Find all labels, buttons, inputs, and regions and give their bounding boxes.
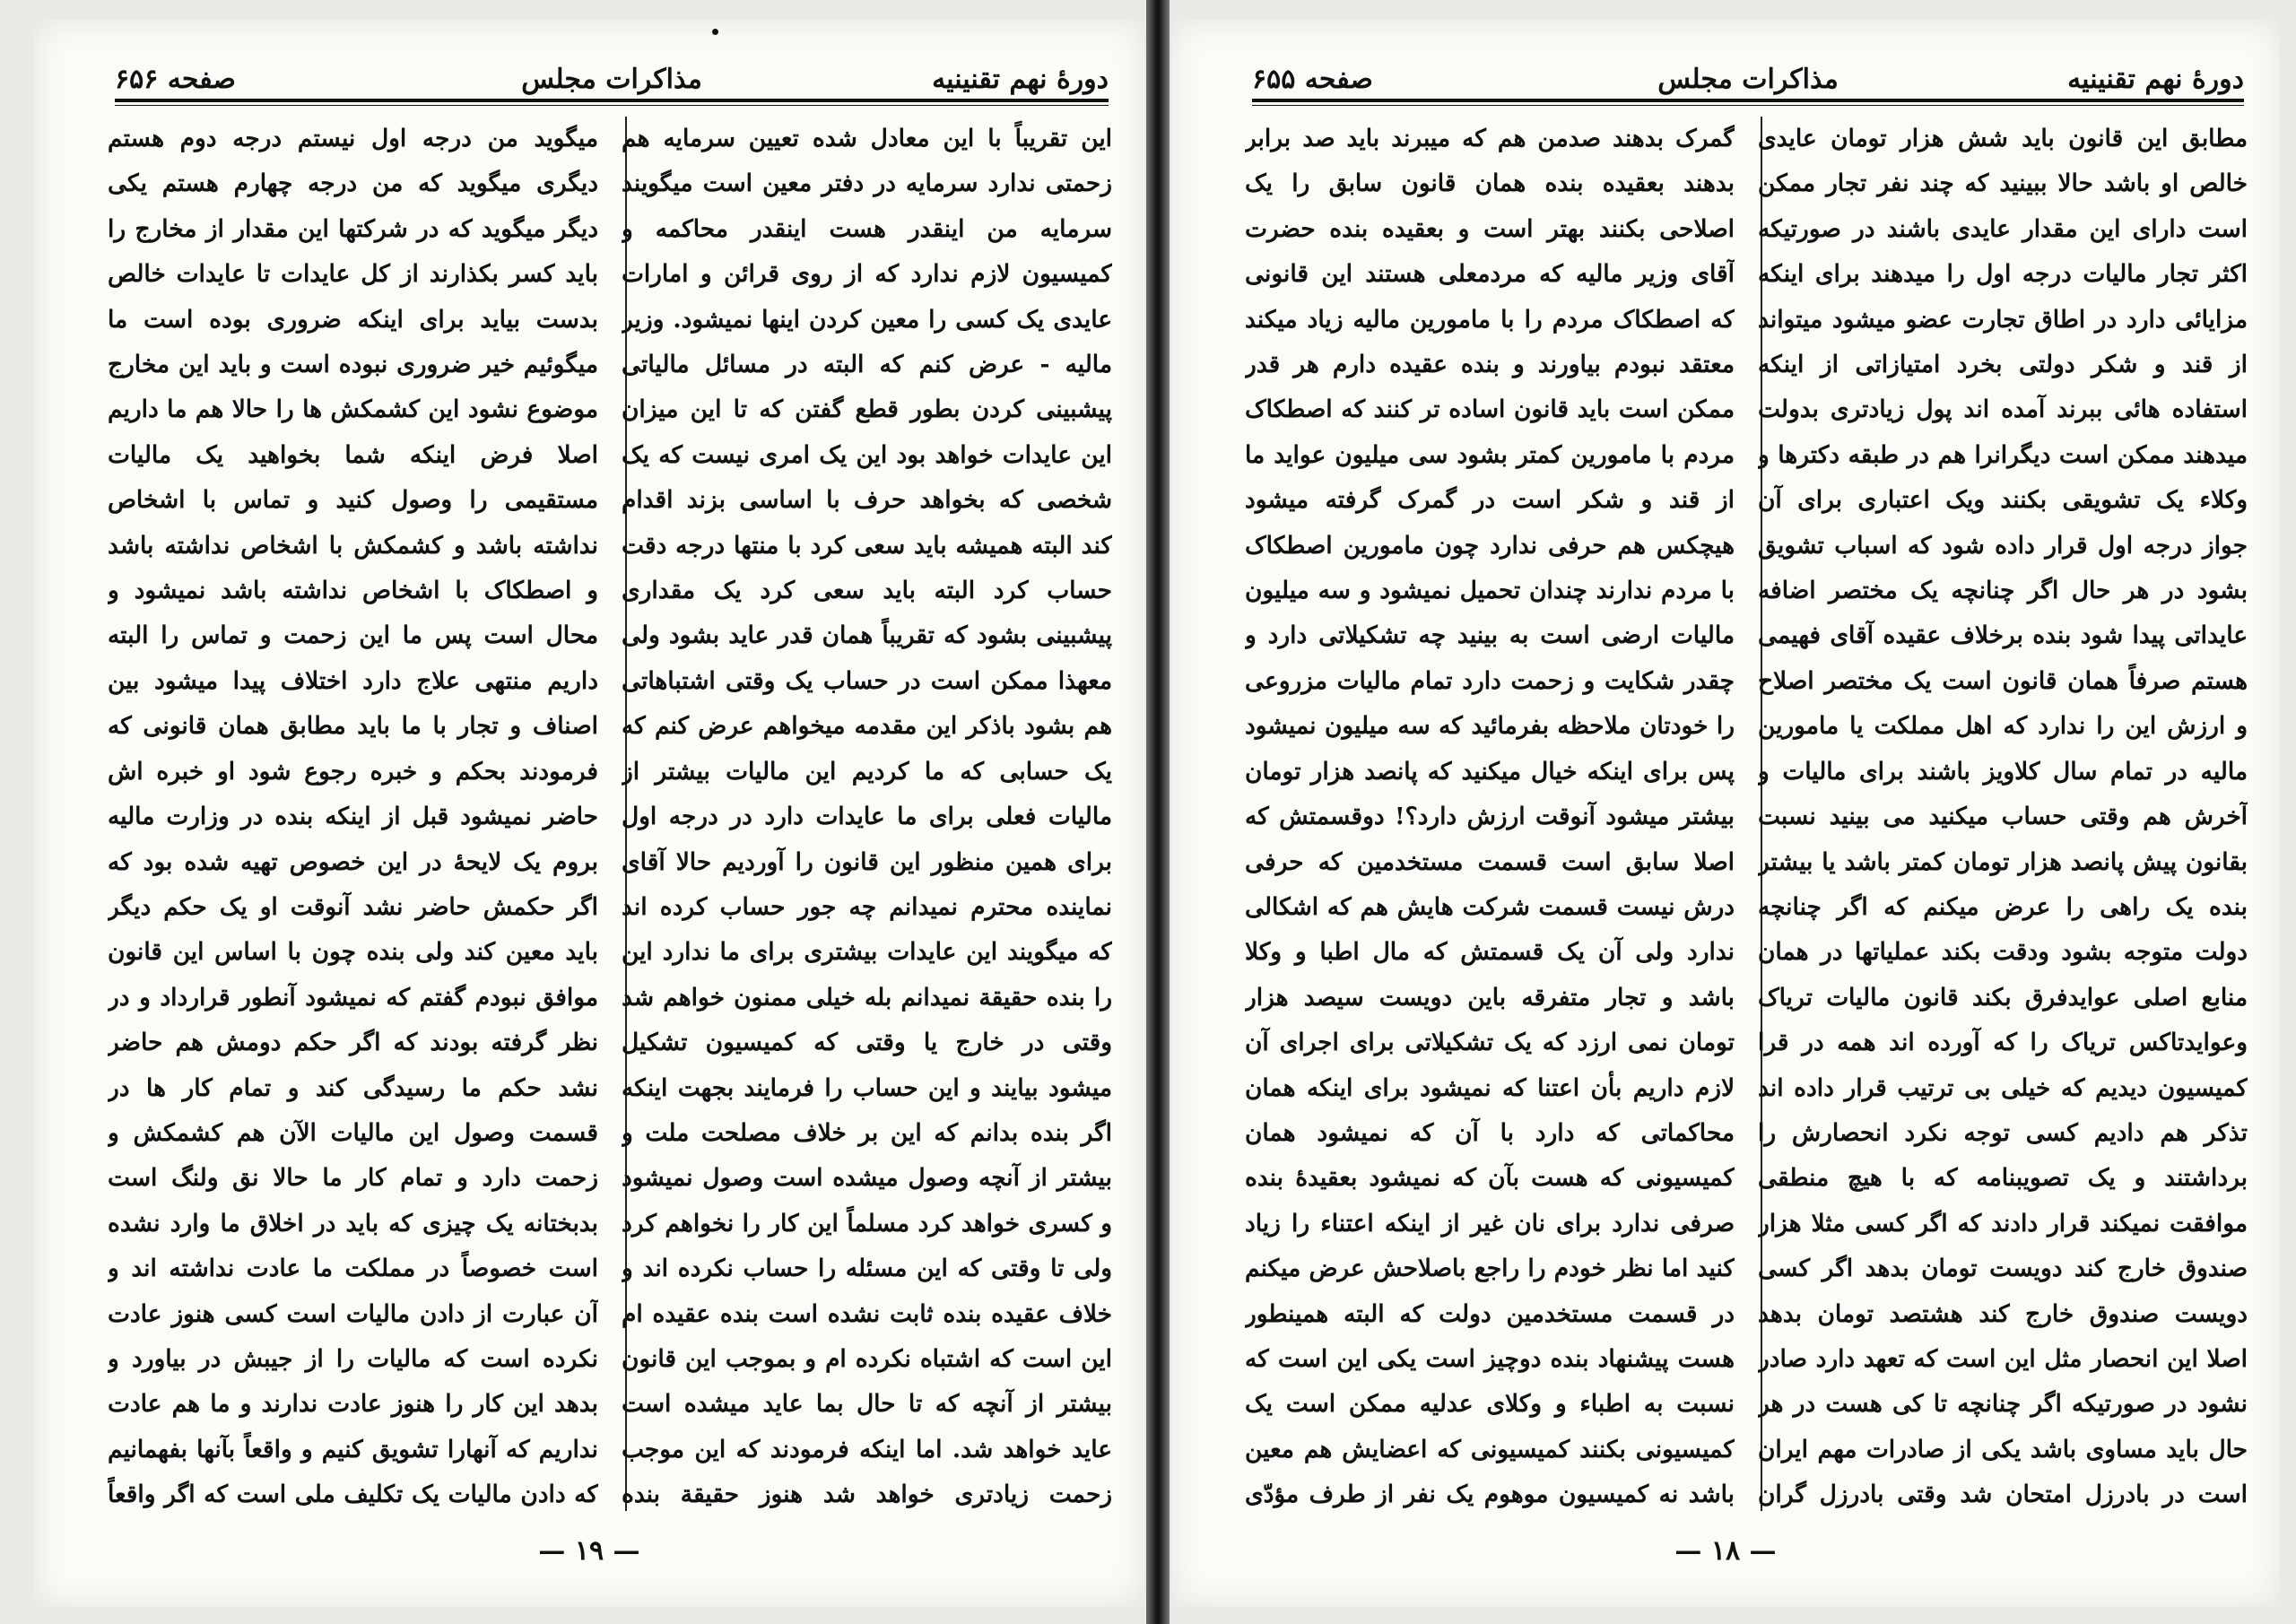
session-label: دورهٔ نهم تقنینیه [932, 64, 1109, 95]
right-page-header [1252, 54, 2244, 106]
right-page [1171, 20, 2280, 1607]
section-title: مذاکرات مجلس [1657, 64, 1839, 95]
text-column [1758, 117, 2248, 1511]
left-page-header [115, 54, 1109, 106]
column-text: میگوید من درجه اول نیستم درجه دوم هستم دیگری میگوید که من درجه چهارم هستم یکی دیگر میگوید که در شرکتها این مقدار از مخارج را باید کسر بکذارند از کل عایدات تا عایدات خالص بدست بیاید برای اینکه ضروری بوده است ما میگوئیم خیر ضروری نبوده است و باید این مخارج موضوع نشود این کشمکش ها را حالا هم ما داریم اصلا فرض اینکه شما بخواهید یک مالیات مستقیمی را وصول کنید و تماس با اشخاص نداشته باشد و کشمکش با اشخاص نداشته باشد و اصطکاک با اشخاص نداشته باشد نمیشود و محال است پس ما این زحمت و تماس را البته داریم منتهی علاج دارد اختلاف پیدا میشود بین اصناف و تجار با ما باید مطابق همان قانونی که فرمودند بحکم و خبره رجوع شود او خبره اش حاضر نمیشود قبل از اینکه بنده در وزارت مالیه بروم یک لایحهٔ در این خصوص تهیه شده بود که اگر حکمش حاضر نشد آنوقت او یک حکم دیگر باید معین کند ولی بنده چون با اساس این قانون موافق نبودم گفتم که نمیشود آنطور قرارداد و در نظر گرفته بودند که اگر حکم دومش هم حاضر نشد حکم ما رسیدگی کند و تمام کار ها در قسمت وصول این مالیات الآن هم کشمکش و زحمت دارد و تمام کار ما حالا نق ولنگ است بدبختانه یک چیزی که باید در اخلاق ما وارد نشده است خصوصاً در مملکت ما عادت نداشته اند و آن عبارت از دادن مالیات است کسی هنوز عادت نکرده است که مالیات را از جیبش در بیاورد و بدهد این کار را هنوز عادت ندارند و ما هم عادت نداریم که آنهارا تشویق کنیم و واقعاً بآنها بفهمانیم که دادن مالیات یک تکلیف ملی است که اگر واقعاً [108, 125, 598, 1509]
page-label: صفحه ۶۵۵ [1252, 64, 1373, 95]
header-rule [1252, 99, 2244, 106]
left-page [34, 20, 1144, 1607]
print-speck [712, 29, 718, 35]
page-footer [34, 1535, 1144, 1567]
text-column [108, 117, 598, 1511]
left-page-columns [108, 117, 1112, 1511]
right-page-columns [1245, 117, 2248, 1511]
text-column [1245, 117, 1735, 1511]
session-label: دورهٔ نهم تقنینیه [2067, 64, 2244, 95]
column-text: این تقریباً با این معادل شده تعیین سرمایه هم زحمتی ندارد سرمایه در دفتر معین است میگویند سرمایه من اینقدر هست اینقدر محاکمه و کمیسیون لازم ندارد که از روی قرائن و امارات عایدی یک کسی را معین کردن اینها نمیشود. وزیر مالیه - عرض کنم که البته در مسائل مالیاتی پیشبینی کردن بطور قطع گفتن که تا این میزان این عایدات خواهد بود این یک امری نیست که یک شخصی که بخواهد حرف با اساسی بزند اقدام کند البته همیشه باید سعی کرد با منتها درجه دقت حساب کرد البته باید سعی کرد یک مقداری پیشبینی بشود که تقریباً همان قدر عاید بشود ولی معهذا ممکن است در حساب یک وقتی اشتباهاتی هم بشود باذکر این مقدمه میخواهم عرض کنم که یک حسابی که ما کردیم این مالیات بیشتر از مالیات فعلی برای ما عایدات دارد در درجه اول برای همین منظور این قانون را آوردیم حالا آقای نماینده محترم نمیدانم چه جور حساب کرده اند که میگویند این عایدات بیشتری برای ما ندارد این را بنده حقیقة نمیدانم بله خیلی ممنون خواهم شد وقتی در خارج یا وقتی که کمیسیون تشکیل میشود بیایند و این حساب را فرمایند بجهت اینکه اگر بنده بدانم که این بر خلاف مصلحت ملت و بیشتر از آنچه وصول میشده است وصول نمیشود و کسری خواهد کرد مسلماً این کار را نخواهم کرد ولی تا وقتی که این مسئله را حساب نکرده اند و خلاف عقیده بنده ثابت نشده است بنده عقیده ام این است که اشتباه نکرده ام و بموجب این قانون بیشتر از آنچه که تا حال بما عاید میشده است عاید خواهد شد. اما اینکه فرمودند که این موجب زحمت زیادتری خواهد شد هنوز حقیقة بنده [622, 125, 1112, 1509]
page-label: صفحه ۶۵۶ [115, 64, 236, 95]
column-text: گمرک بدهند صدمن هم که میبرند باید صد برابر بدهند بعقیده بنده همان قانون سابق را یک اصلاحی بکنند بهتر است و بعقیده بنده حضرت آقای وزیر مالیه که مردمعلی هستند این قانونی که اصطکاک مردم را با مامورین مالیه زیاد میکند معتقد نبودم بیاورند و بنده عقیده دارم هر قدر ممکن است باید قانون اساده تر کنند که اصطکاک مردم با مامورین کمتر بشود سی میلیون عواید ما از قند و شکر است در گمرک گرفته میشود هیچکس هم حرفی ندارد چون مامورین اصطکاک با مردم ندارند چندان تحمیل نمیشود و سه میلیون مالیات ارضی است به بینید چه تشکیلاتی دارد و چقدر شکایت و زحمت دارد تمام مالیات مزروعی را خودتان ملاحظه بفرمائید که سه میلیون نمیشود پس برای اینکه خیال میکنید که پانصد هزار تومان بیشتر میشود آنوقت ارزش دارد؟! دوقسمتش که اصلا سابق است قسمت مستخدمین که حرفی درش نیست قسمت شرکت هایش هم که اشکالی ندارد ولی آن یک قسمتش که مال اطبا و وکلا باشد و تجار متفرقه باین دویست سیصد هزار تومان نمی ارزد که یک تشکیلاتی برای اجرای آن لازم داریم بأن اعتنا که نمیشود برای اینکه همان محاکماتی که دارد با آن که نمیشود همان کمیسیونی که هست بآن که نمیشود بعقیدهٔ بنده صرفی ندارد برای نان غیر از اینکه اعتناء را زیاد کنید اما نظر خودم را راجع باصلاحش عرض میکنم در قسمت مستخدمین دولت که البته همینطور هست پیشنهاد بنده دوچیز است یکی این است که نسبت به اطباء و وکلای عدلیه ممکن است یک کمیسیونی بکنند کمیسیونی که اعضایش هم معین باشد نه کمیسیون موهوم یک نفر از طرف مؤدّی [1245, 125, 1735, 1509]
book-gutter [1146, 0, 1170, 1624]
page-footer [1171, 1535, 2280, 1567]
column-text: مطابق این قانون باید شش هزار تومان عایدی خالص او باشد حالا ببینید که چند نفر تجار ممکن است دارای این مقدار عایدی باشند در صورتیکه اکثر تجار مالیات درجه اول را میدهند برای اینکه مزایائی دارد در اطاق تجارت عضو میشود میتواند از قند و شکر دولتی بخرد امتیازاتی از اینکه استفاده هائی ببرند آمده اند پول زیادتری بدولت میدهند ممکن است دیگرانرا هم در طبقه دکترها و وکلاء یک تشویقی بکنند ویک اعتباری برای آن جواز درجه اول قرار داده شود که اسباب تشویق بشود در هر حال اگر چنانچه یک مختصر اضافه عایداتی پیدا شود بنده برخلاف عقیده آقای فهیمی هستم صرفاً همان قانون است یک مختصر اصلاح و ارزش این را ندارد که اهل مملکت یا مامورین مالیه در تمام سال کلاویز باشند برای مالیات و آخرش هم وقتی حساب میکنید می بینید نسبت بقانون پیش پانصد هزار تومان کمتر باشد یا بیشتر بنده یک راهی را عرض میکنم که اگر چنانچه دولت متوجه بشود ودقت بکند عملیاتها در همان منابع اصلی عوایدفرق بکند قانون مالیات تریاک وعوایدتاکس تریاک را که آورده اند همه در قرا کمیسیون دیدیم که خیلی بی ترتیب قرار داده اند تذکر هم دادیم کسی توجه نکرد انحصارش را برداشتند و یک تصویبنامه که با هیچ منطقی موافقت نمیکند قرار دادند که اگر کسی مثلا هزار صندوق خارج کند دویست تومان بدهد اگر کسی دویست صندوق خارج کند هشتصد تومان بدهد اصلا این انحصار مثل این است که تعهد دارد صادر نشود در صورتیکه اگر چنانچه تا کی هست در هر حال باید مساوی باشد یکی از صادرات مهم ایران است در بادرزل امتحان شد وقتی بادرزل گران [1758, 125, 2248, 1509]
page-number: — ١٩ — [538, 1535, 640, 1567]
header-rule [115, 99, 1109, 106]
section-title: مذاکرات مجلس [521, 64, 702, 95]
page-number: — ١٨ — [1674, 1535, 1777, 1567]
text-column [622, 117, 1112, 1511]
